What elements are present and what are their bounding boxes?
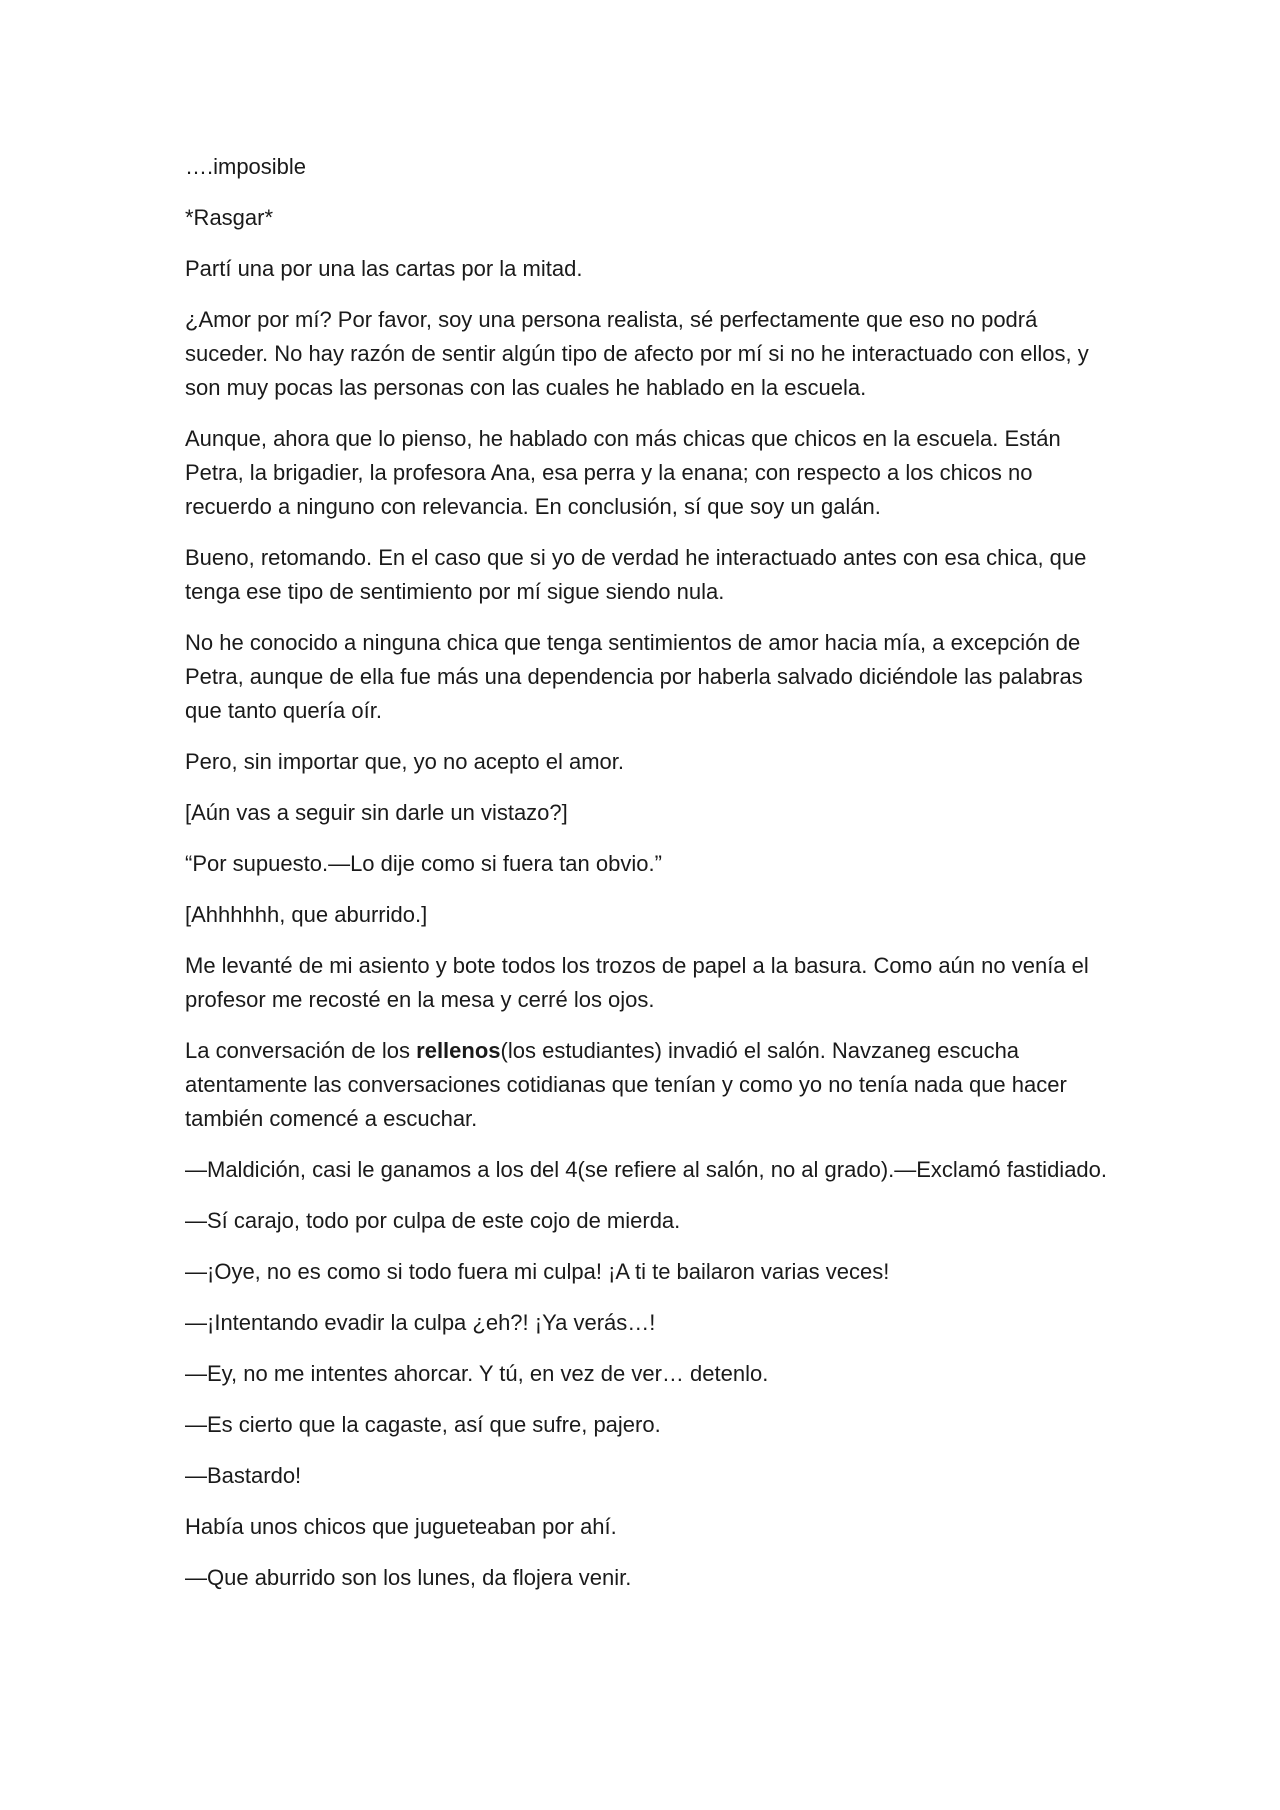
paragraph: Partí una por una las cartas por la mitad.: [185, 256, 583, 281]
dialogue-line: —Bastardo!: [185, 1463, 302, 1488]
paragraph: [Aún vas a seguir sin darle un vistazo?]: [185, 800, 568, 825]
dialogue-line: —Maldición, casi le ganamos a los del 4(se refiere al salón, no al grado).—Exclamó fastidiado.: [185, 1157, 1108, 1182]
rellenos-before: La conversación de los: [185, 1038, 417, 1063]
dialogue-line: —Ey, no me intentes ahorcar. Y tú, en vez de ver… detenlo.: [185, 1361, 769, 1386]
paragraph: No he conocido a ninguna chica que tenga sentimientos de amor hacia mía, a excepción de Petra, aunque de ella fue más una dependencia por haberla salvado diciéndole las palabras que tanto quería oír.: [185, 630, 1083, 723]
paragraph: Aunque, ahora que lo pienso, he hablado con más chicas que chicos en la escuela. Están Petra, la brigadier, la profesora Ana, esa perra y la enana; con respecto a los chicos no recuerdo a ninguno con relevancia. En conclusión, sí que soy un galán.: [185, 426, 1061, 519]
paragraph: Había unos chicos que jugueteaban por ahí.: [185, 1514, 617, 1539]
paragraph: “Por supuesto.—Lo dije como si fuera tan obvio.”: [185, 851, 662, 876]
paragraph: *Rasgar*: [185, 205, 274, 230]
rellenos-after: (los estudiantes) invadió el salón. Navzaneg escucha atentamente las conversaciones cotidianas que tenían y como yo no tenía nada que hacer también comencé a escuchar.: [185, 1038, 1067, 1131]
dialogue-line: —¡Intentando evadir la culpa ¿eh?! ¡Ya verás…!: [185, 1310, 656, 1335]
rellenos-bold: rellenos: [416, 1038, 501, 1063]
paragraph: Pero, sin importar que, yo no acepto el amor.: [185, 749, 625, 774]
paragraph: Me levanté de mi asiento y bote todos los trozos de papel a la basura. Como aún no venía el profesor me recosté en la mesa y cerré los ojos.: [185, 953, 1089, 1012]
paragraph: [Ahhhhhh, que aburrido.]: [185, 902, 428, 927]
dialogue-line: —Es cierto que la cagaste, así que sufre, pajero.: [185, 1412, 661, 1437]
document-body: [185, 150, 1115, 1612]
dialogue-line: —Sí carajo, todo por culpa de este cojo de mierda.: [185, 1208, 681, 1233]
paragraph-rellenos: [185, 1034, 1115, 1136]
dialogue-line: —Que aburrido son los lunes, da flojera venir.: [185, 1565, 632, 1590]
paragraph: ….imposible: [185, 154, 307, 179]
dialogue-line: —¡Oye, no es como si todo fuera mi culpa! ¡A ti te bailaron varias veces!: [185, 1259, 890, 1284]
paragraph: Bueno, retomando. En el caso que si yo de verdad he interactuado antes con esa chica, que tenga ese tipo de sentimiento por mí sigue siendo nula.: [185, 545, 1087, 604]
paragraph: ¿Amor por mí? Por favor, soy una persona realista, sé perfectamente que eso no podrá suceder. No hay razón de sentir algún tipo de afecto por mí si no he interactuado con ellos, y son muy pocas las personas con las cuales he hablado en la escuela.: [185, 307, 1089, 400]
